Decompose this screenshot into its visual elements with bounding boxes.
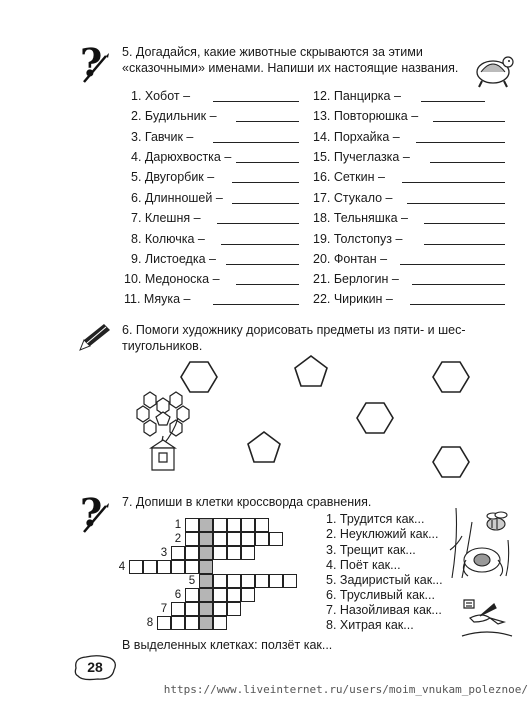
- answer-line[interactable]: [226, 264, 299, 265]
- pentagon-shape: [295, 356, 327, 386]
- crossword-footer: В выделенных клетках: ползёт как...: [122, 638, 333, 652]
- svg-text:?: ?: [80, 42, 103, 84]
- list-item: 8. Колючка –: [131, 232, 205, 246]
- crossword-row-number: 1: [174, 519, 182, 531]
- pencil-icon: [76, 322, 112, 354]
- crossword-cell-highlighted[interactable]: [199, 616, 213, 630]
- example-drawing: [137, 392, 189, 470]
- crossword-cell[interactable]: [255, 574, 269, 588]
- hexagon-shape: [357, 403, 393, 433]
- answer-line[interactable]: [236, 284, 299, 285]
- list-item: 22. Чирикин –: [313, 292, 393, 306]
- crossword-cell[interactable]: [185, 616, 199, 630]
- crossword-cell[interactable]: [269, 574, 283, 588]
- crossword-cell-highlighted[interactable]: [199, 546, 213, 560]
- source-url[interactable]: https://www.liveinternet.ru/users/moim_vnukam_poleznoe/: [163, 683, 528, 696]
- crossword-row-number: 5: [188, 575, 196, 587]
- crossword-row-number: 6: [174, 589, 182, 601]
- bee-flowers-illustration: [448, 500, 514, 578]
- crossword-cell-highlighted[interactable]: [199, 602, 213, 616]
- list-item: 17. Стукало –: [313, 191, 393, 205]
- list-item: 11. Мяука –: [124, 292, 191, 306]
- page-number: 28: [87, 659, 103, 675]
- list-item: 18. Тельняшка –: [313, 211, 408, 225]
- list-item: 14. Порхайка –: [313, 130, 400, 144]
- list-item: 1. Хобот –: [131, 89, 191, 103]
- question-icon-task5: [78, 42, 112, 84]
- crossword-cell[interactable]: [241, 518, 255, 532]
- crossword-cell[interactable]: [227, 518, 241, 532]
- crossword-cell[interactable]: [185, 560, 199, 574]
- task5-title: 5. Догадайся, какие животные скрываются за этими «сказочными» именами. Напиши их настоящие названия.: [122, 45, 459, 75]
- answer-line[interactable]: [412, 284, 505, 285]
- hexagon-shape: [181, 362, 217, 392]
- list-item: 6. Трусливый как...: [326, 588, 435, 602]
- crossword-row-number: 3: [160, 547, 168, 559]
- crossword-cell[interactable]: [213, 602, 227, 616]
- question-icon-task7: [78, 492, 112, 534]
- crossword-cell[interactable]: [185, 602, 199, 616]
- answer-line[interactable]: [213, 304, 299, 305]
- list-item: 6. Длинношей –: [131, 191, 223, 205]
- bird-illustration: [460, 596, 514, 640]
- list-item: 2. Неуклюжий как...: [326, 527, 439, 541]
- task6-title: 6. Помоги художнику дорисовать предметы из пяти- и шес- тиугольников.: [122, 323, 466, 353]
- list-item: 21. Берлогин –: [313, 272, 399, 286]
- list-item: 19. Толстопуз –: [313, 232, 403, 246]
- list-item: 5. Задиристый как...: [326, 573, 443, 587]
- crossword-cell[interactable]: [241, 546, 255, 560]
- hexagon-shape: [433, 447, 469, 477]
- answer-line[interactable]: [433, 121, 505, 122]
- crossword-cell[interactable]: [171, 546, 185, 560]
- answer-line[interactable]: [400, 264, 505, 265]
- answer-line[interactable]: [421, 101, 485, 102]
- answer-line[interactable]: [410, 304, 505, 305]
- svg-text:?: ?: [80, 492, 103, 534]
- answer-line[interactable]: [213, 142, 299, 143]
- crossword-cell-highlighted[interactable]: [199, 532, 213, 546]
- crossword-cell[interactable]: [255, 532, 269, 546]
- list-item: 2. Будильник –: [131, 109, 217, 123]
- crossword-cell[interactable]: [213, 616, 227, 630]
- answer-line[interactable]: [430, 162, 505, 163]
- crossword-cell[interactable]: [171, 602, 185, 616]
- answer-line[interactable]: [407, 203, 505, 204]
- crossword-cell[interactable]: [185, 588, 199, 602]
- list-item: 9. Листоедка –: [131, 252, 216, 266]
- list-item: 15. Пучеглазка –: [313, 150, 410, 164]
- list-item: 13. Повторюшка –: [313, 109, 419, 123]
- turtle-illustration: [470, 50, 516, 90]
- answer-line[interactable]: [236, 121, 299, 122]
- list-item: 7. Клешня –: [131, 211, 201, 225]
- list-item: 3. Трещит как...: [326, 543, 416, 557]
- crossword-cell[interactable]: [227, 588, 241, 602]
- answer-line[interactable]: [416, 142, 505, 143]
- pentagon-shape: [248, 432, 280, 462]
- crossword-cell[interactable]: [213, 518, 227, 532]
- list-item: 12. Панцирка –: [313, 89, 401, 103]
- crossword-cell[interactable]: [185, 546, 199, 560]
- list-item: 4. Дарюхвостка –: [131, 150, 232, 164]
- crossword-cell[interactable]: [227, 546, 241, 560]
- crossword-cell[interactable]: [269, 532, 283, 546]
- crossword-cell[interactable]: [213, 546, 227, 560]
- crossword-cell-highlighted[interactable]: [199, 588, 213, 602]
- list-item: 7. Назойливая как...: [326, 603, 442, 617]
- answer-line[interactable]: [213, 101, 299, 102]
- list-item: 16. Сеткин –: [313, 170, 385, 184]
- crossword-cell[interactable]: [241, 588, 255, 602]
- crossword-cell[interactable]: [157, 616, 171, 630]
- crossword-cell[interactable]: [185, 532, 199, 546]
- list-item: 4. Поёт как...: [326, 558, 401, 572]
- list-item: 3. Гавчик –: [131, 130, 194, 144]
- crossword-cell[interactable]: [213, 574, 227, 588]
- crossword-cell-highlighted[interactable]: [199, 574, 213, 588]
- crossword-cell[interactable]: [227, 602, 241, 616]
- answer-line[interactable]: [424, 223, 505, 224]
- task7-title: 7. Допиши в клетки кроссворда сравнения.: [122, 495, 372, 509]
- page-number-badge: [72, 654, 118, 682]
- crossword-cell[interactable]: [241, 532, 255, 546]
- list-item: 5. Двугорбик –: [131, 170, 215, 184]
- list-item: 10. Медоноска –: [124, 272, 220, 286]
- crossword-row-number: 2: [174, 533, 182, 545]
- hexagon-shape: [433, 362, 469, 392]
- answer-line[interactable]: [424, 244, 505, 245]
- crossword-cell[interactable]: [213, 532, 227, 546]
- list-item: 20. Фонтан –: [313, 252, 388, 266]
- crossword-cell[interactable]: [227, 574, 241, 588]
- crossword-row-number: 8: [146, 617, 154, 629]
- list-item: 8. Хитрая как...: [326, 618, 414, 632]
- answer-line[interactable]: [236, 162, 299, 163]
- crossword-cell[interactable]: [129, 560, 143, 574]
- crossword-cell[interactable]: [143, 560, 157, 574]
- crossword-cell-highlighted[interactable]: [199, 518, 213, 532]
- crossword-cell[interactable]: [213, 588, 227, 602]
- answer-line[interactable]: [232, 203, 299, 204]
- crossword-cell[interactable]: [255, 518, 269, 532]
- crossword-cell[interactable]: [171, 616, 185, 630]
- list-item: 1. Трудится как...: [326, 512, 425, 526]
- crossword-row-number: 4: [118, 561, 126, 573]
- crossword-cell-highlighted[interactable]: [199, 560, 213, 574]
- crossword-cell[interactable]: [283, 574, 297, 588]
- answer-line[interactable]: [221, 244, 299, 245]
- crossword-cell[interactable]: [241, 574, 255, 588]
- crossword-cell[interactable]: [227, 532, 241, 546]
- crossword-cell[interactable]: [185, 518, 199, 532]
- crossword-cell[interactable]: [171, 560, 185, 574]
- answer-line[interactable]: [217, 223, 299, 224]
- answer-line[interactable]: [402, 182, 505, 183]
- crossword-row-number: 7: [160, 603, 168, 615]
- answer-line[interactable]: [232, 182, 299, 183]
- crossword-cell[interactable]: [157, 560, 171, 574]
